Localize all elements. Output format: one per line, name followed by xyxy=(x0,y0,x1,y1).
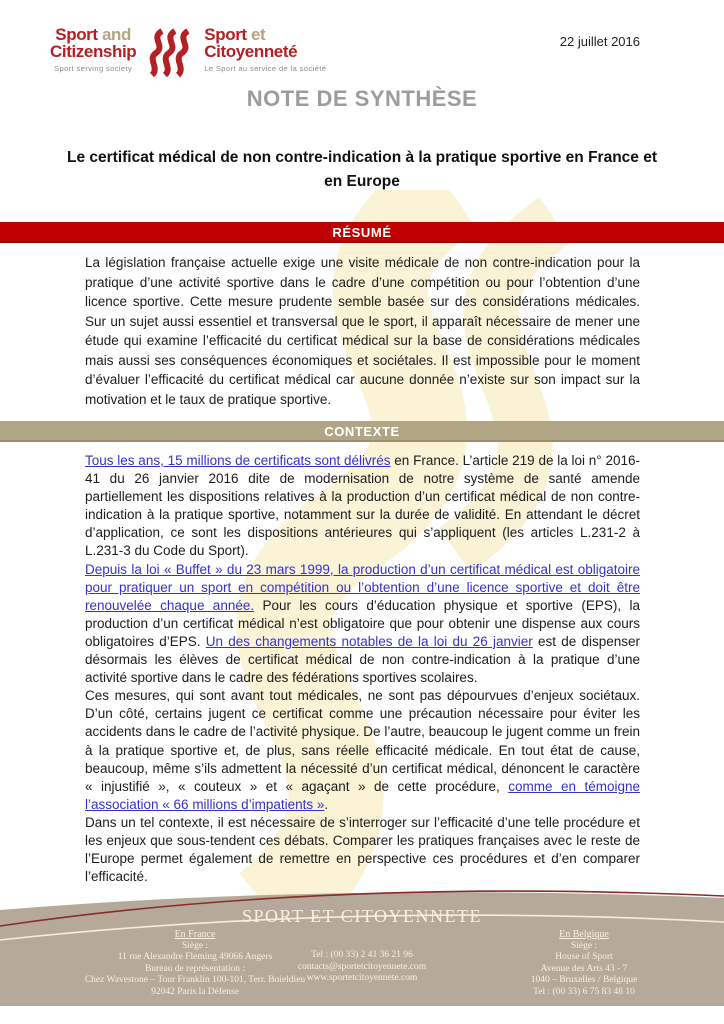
footer-contact-lines xyxy=(267,950,457,985)
logo-fr-tagline: Le Sport au service de la société xyxy=(204,64,327,73)
footer-belgique-column xyxy=(444,929,724,999)
logo-fr-word3: Citoyenneté xyxy=(204,42,298,61)
text-segment: en France. L’article 219 de la loi n° 2016-41 du 26 janvier 2016 dite de modernisation de notre système de santé amende partiellement les dispositions relatives à la production d’un certificat médical de non contre-indication à la pratique sportive, notamment sur la durée de validité. En attendant le décret d’application, ce sont les dispositions antérieures qui s’appliquent (les articles L.231-2 à L.231-3 du Code du Sport). xyxy=(85,453,640,559)
footer-line: Tel : (00 33) 6 75 83 48 10 xyxy=(533,986,635,997)
text-segment: Dans un tel contexte, il est nécessaire de s’interroger sur l’efficacité d’une telle procédure et les enjeux que sous-tendent ces débats. Comparer les pratiques françaises avec le reste de l’Europe permet également de remettre en perspective ces procédures et d’en comparer l’efficacité. xyxy=(85,814,640,885)
document-date: 22 juillet 2016 xyxy=(559,34,640,49)
footer-contact-column xyxy=(267,950,457,985)
logo-english-text xyxy=(50,26,136,73)
text-segment: est de dispenser désormais les élèves de certificat médical de non contre-indication à la pratique d’une activité sportive dans le cadre des fédérations sportives scolaires. xyxy=(85,633,640,686)
footer-line: Tel : (00 33) 2 41 36 21 96 xyxy=(311,950,413,960)
footer-line: 92042 Paris la Défense xyxy=(151,986,239,997)
logo-fr-word2: et xyxy=(246,25,266,44)
triple-s-swoosh-icon xyxy=(146,28,194,78)
footer-line: Chez Wavestone – Tour Franklin 100-101, Terr. Boieldieu xyxy=(84,975,306,986)
footer-line: www.sportetcitoyennete.com xyxy=(306,973,418,984)
inline-hyperlink[interactable]: Un des changements notables de la loi du 26 janvier xyxy=(205,633,533,649)
footer-line: Bureau de représentation : xyxy=(145,963,245,974)
logo-french-text xyxy=(204,26,326,73)
footer-title: SPORT ET CITOYENNETE xyxy=(242,906,482,926)
footer-france-heading: En France xyxy=(174,929,216,940)
text-segment: . xyxy=(324,796,329,812)
contexte-paragraph xyxy=(85,452,640,561)
footer-line: House of Sport xyxy=(555,952,613,963)
contexte-paragraphs xyxy=(85,452,640,886)
footer-belgique-lines xyxy=(444,941,724,999)
footer-belgique-heading: En Belgique xyxy=(559,929,609,940)
resume-paragraph: La législation française actuelle exige une visite médicale de non contre-indication pour la pratique d’une activité sportive dans le cadre d’une compétition ou pour l’obtention d’une licence sportive. Cette mesure prudente semble basée sur des considérations médicales. Sur un sujet aussi essentiel et transversal que le sport, il apparaît nécessaire de mener une étude qui examine l’efficacité du certificat médical sur la base de considérations médicales mais aussi ses conséquences économiques et sociétales. Il est impossible pour le moment d’évaluer l’efficacité du certificat médical car aucune donnée n’existe sur son impact sur la motivation et le taux de pratique sportive. xyxy=(85,255,640,407)
organization-logo xyxy=(50,26,326,78)
logo-en-tagline: Sport serving society xyxy=(54,64,133,73)
footer-line: Avenue des Arts 43 - 7 xyxy=(540,963,628,974)
logo-en-word2: and xyxy=(97,25,132,44)
section-heading-resume: RÉSUMÉ xyxy=(0,222,724,243)
page-title: NOTE DE SYNTHÈSE xyxy=(246,86,478,111)
logo-en-word1: Sport xyxy=(55,25,98,44)
footer-line: 11 rue Alexandre Fleming 49066 Angers xyxy=(117,952,273,963)
text-segment: Ces mesures, qui sont avant tout médicales, ne sont pas dépourvues d’enjeux sociétaux. D’un côté, certains jugent ce certificat comme une précaution nécessaire pour éviter les accidents dans le cadre de l’activité physique. De l’autre, beaucoup le jugent comme un frein à la pratique sportive et, de plus, sans réelle efficacité médicale. En tout état de cause, beaucoup, même s’ils admettent la nécessité d’un certificat médical, dénoncent le caractère « injustifié », « couteux » et « agaçant » de cette procédure, xyxy=(85,688,640,794)
contexte-paragraph xyxy=(85,687,640,814)
footer-content xyxy=(0,876,724,1006)
footer xyxy=(0,876,724,1024)
section-heading-contexte: CONTEXTE xyxy=(0,421,724,442)
contexte-paragraph xyxy=(85,561,640,688)
text-segment: Pour les cours d’éducation physique et sportive (EPS), la production d’un certificat médical n’est obligatoire que pour obtenir une dispense aux cours obligatoires d’EPS. xyxy=(85,597,640,649)
inline-hyperlink[interactable]: comme en témoigne l’association « 66 millions d’impatients » xyxy=(85,778,640,812)
logo-en-word3: Citizenship xyxy=(50,42,137,61)
document-subtitle: Le certificat médical de non contre-indication à la pratique sportive en France et en Europe xyxy=(66,149,657,190)
logo-fr-word1: Sport xyxy=(204,25,247,44)
footer-line: Siège : xyxy=(570,940,598,951)
inline-hyperlink[interactable]: Tous les ans, 15 millions de certificats sont délivrés xyxy=(85,453,391,468)
inline-hyperlink[interactable]: Depuis la loi « Buffet » du 23 mars 1999, la production d’un certificat médical est obligatoire pour pratiquer un sport en compétition ou l’obtention d’une licence sportive et doit être renouvelée chaque année. xyxy=(85,561,640,613)
footer-line: 1040 – Bruxelles / Belgique xyxy=(530,975,638,986)
footer-line: Siège : xyxy=(181,940,209,951)
footer-line: contacts@sportetcitoyennete.com xyxy=(297,961,427,972)
